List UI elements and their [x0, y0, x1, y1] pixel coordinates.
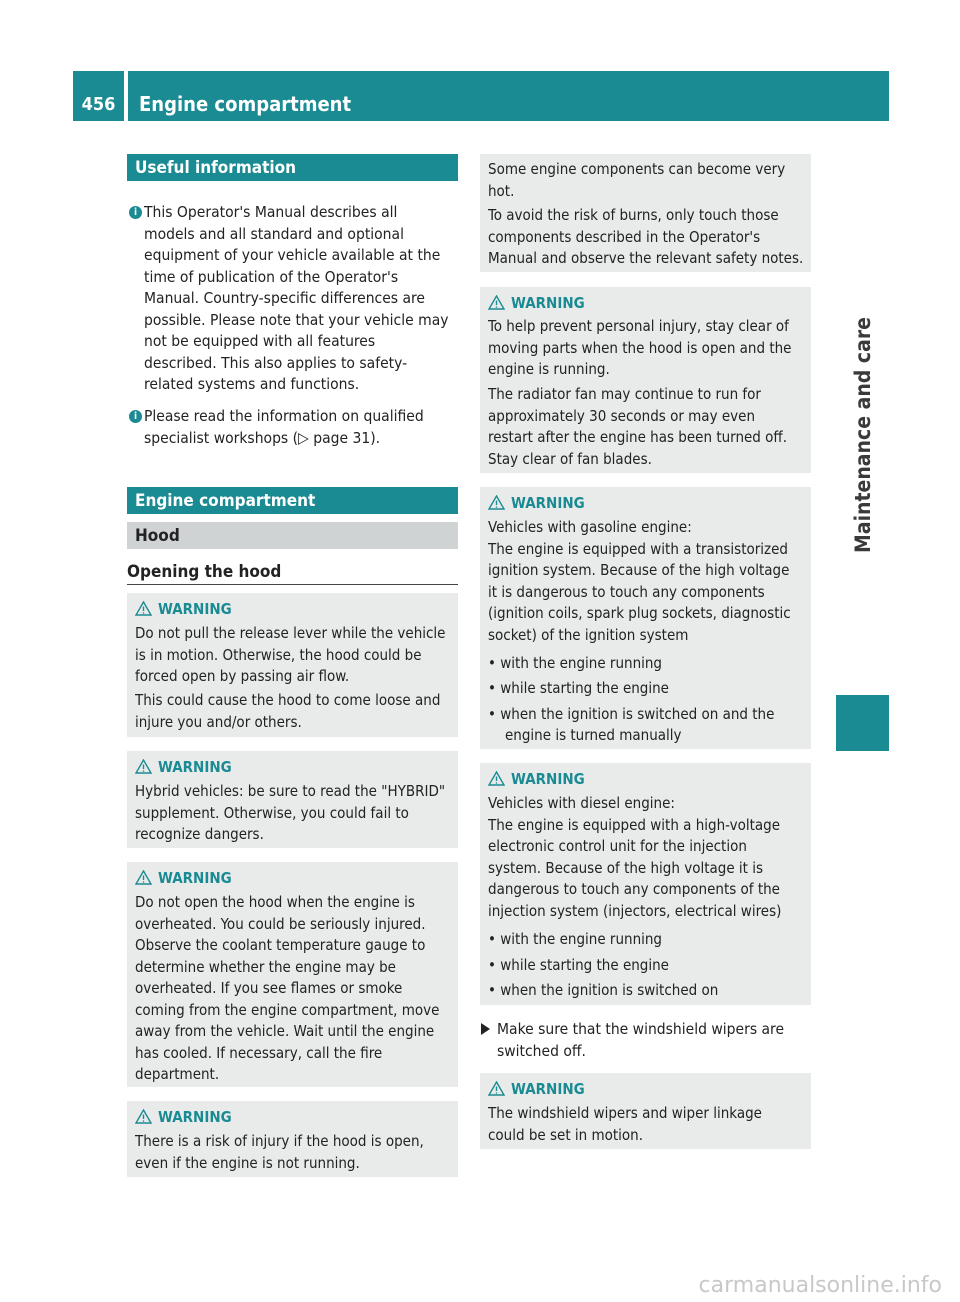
- step-arrow-icon: [481, 1023, 490, 1035]
- warning-heading: WARNING: [488, 493, 585, 515]
- warning-box: WARNING Do not pull the release lever while the vehicle is in motion. Otherwise, the hood could be forced open by passing air flow. This could cause the hood to come loose and injure you and/or others.: [127, 593, 458, 737]
- warning-heading: WARNING: [488, 769, 585, 791]
- watermark: carmanualsonline.info: [698, 1273, 942, 1298]
- info-icon: i: [129, 410, 142, 423]
- warning-box: WARNING The windshield wipers and wiper linkage could be set in motion.: [480, 1073, 811, 1149]
- warning-triangle-icon: [135, 601, 152, 616]
- warning-box: WARNING Do not open the hood when the engine is overheated. You could be seriously injured. Observe the coolant temperature gauge to determine whether the engine may be overheated. If you see flames or smoke coming from the engine compartment, move away from the vehicle. Wait until the engine has cooled. If necessary, call the fire department.: [127, 862, 458, 1087]
- warning-box: WARNING Vehicles with diesel engine: The engine is equipped with a high-voltage electronic control unit for the injection system. Because of the high voltage it is dangerous to touch any components of the injection system (injectors, electrical wires) • with the engine running • while starting the engine • when the ignition is switched on: [480, 763, 811, 1005]
- list-item: • with the engine running: [488, 930, 663, 948]
- info-text-1: This Operator's Manual describes all models and all standard and optional equipment of your vehicle available at the time of publication of the Operator's Manual. Country-specific differences are possible. Please note that your vehicle may not be equipped with all features described. This also applies to safety- related systems and functions.: [144, 203, 449, 393]
- info-text-2: Please read the information on qualified specialist workshops (▷ page 31).: [144, 407, 424, 447]
- hood-heading: Hood: [127, 522, 458, 549]
- warning-heading: WARNING: [135, 757, 232, 779]
- page-title: Engine compartment: [139, 92, 352, 116]
- side-tab: [836, 121, 889, 749]
- list-item: • with the engine running: [488, 654, 663, 672]
- section-rule: [127, 584, 458, 585]
- useful-info-heading: Useful information: [127, 154, 458, 181]
- warning-heading: WARNING: [488, 293, 585, 315]
- opening-hood-heading: Opening the hood: [127, 562, 282, 582]
- list-item: • when the ignition is switched on and the: [488, 705, 775, 723]
- warning-heading: WARNING: [135, 1107, 232, 1129]
- warning-box: WARNING To help prevent personal injury, stay clear of moving parts when the hood is open and the engine is running. The radiator fan may continue to run for approximately 30 seconds or may even restart after the engine has been turned off. Stay clear of fan blades.: [480, 287, 811, 473]
- page-header: [73, 71, 889, 121]
- warning-triangle-icon: [135, 870, 152, 885]
- warning-triangle-icon: [488, 1081, 505, 1096]
- step-instruction: Make sure that the windshield wipers are switched off.: [497, 1020, 785, 1060]
- warning-box: WARNING Vehicles with gasoline engine: The engine is equipped with a transistorized ignition system. Because of the high voltage it is dangerous to touch any components (ignition coils, spark plug sockets, diagnostic socket) of the ignition system • with the engine running • while starting the engine • when the ignition is switched on and the engine is turned manually: [480, 487, 811, 749]
- warning-heading: WARNING: [488, 1079, 585, 1101]
- side-tab-marker: [836, 695, 889, 751]
- info-icon: i: [129, 206, 142, 219]
- warning-heading: WARNING: [135, 868, 232, 890]
- warning-box: WARNING There is a risk of injury if the hood is open, even if the engine is not running.: [127, 1101, 458, 1177]
- list-item: • when the ignition is switched on: [488, 981, 719, 999]
- warning-triangle-icon: [488, 295, 505, 310]
- warning-triangle-icon: [488, 495, 505, 510]
- warning-triangle-icon: [488, 771, 505, 786]
- engine-compartment-heading: Engine compartment: [127, 487, 458, 514]
- warning-triangle-icon: [135, 759, 152, 774]
- warning-heading: WARNING: [135, 599, 232, 621]
- warning-triangle-icon: [135, 1109, 152, 1124]
- warning-box: WARNING Hybrid vehicles: be sure to read the "HYBRID" supplement. Otherwise, you could fail to recognize dangers.: [127, 751, 458, 848]
- side-tab-label: Maintenance and care: [850, 317, 875, 553]
- header-divider: [124, 71, 128, 121]
- list-item: • while starting the engine: [488, 956, 669, 974]
- hot-components-note: Some engine components can become very hot. To avoid the risk of burns, only touch those components described in the Operator's Manual and observe the relevant safety notes.: [480, 154, 811, 272]
- list-item: • while starting the engine: [488, 679, 669, 697]
- list-item-continuation: engine is turned manually: [505, 726, 682, 744]
- page-number: 456: [81, 94, 116, 115]
